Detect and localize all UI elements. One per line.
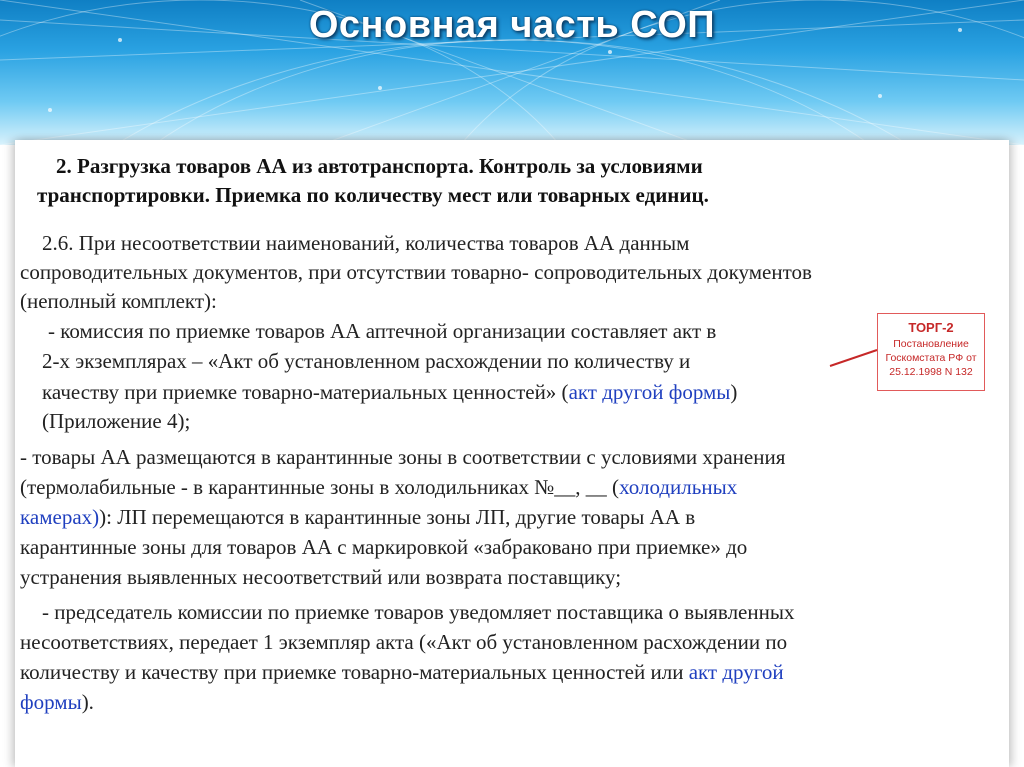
- body-line-3: (неполный комплект):: [20, 289, 217, 313]
- body-line-16-end: ).: [81, 690, 94, 714]
- body-line-2: сопроводительных документов, при отсутствии товарно- сопроводительных документов: [20, 260, 812, 284]
- slide-title: Основная часть СОП: [308, 4, 716, 46]
- torg2-decree-line1: Постановление: [893, 338, 969, 350]
- title-banner: [0, 0, 1024, 145]
- act-other-form-link[interactable]: акт другой формы: [568, 380, 731, 404]
- body-line-14: несоответствиях, передает 1 экземпляр акта («Акт об установленном расхождении по: [20, 630, 788, 654]
- body-line-11: карантинные зоны для товаров АА с маркировкой «забраковано при приемке» до: [20, 535, 748, 559]
- torg2-title: ТОРГ-2: [908, 320, 954, 335]
- body-line-13: - председатель комиссии по приемке товаров уведомляет поставщика о выявленных: [42, 600, 795, 624]
- section-heading: [37, 152, 977, 210]
- body-line-9-text: (термолабильные - в карантинные зоны в холодильниках №__, __ (: [20, 475, 620, 499]
- body-line-10: [20, 502, 695, 532]
- act-other-form-link-2-part1[interactable]: акт другой: [688, 660, 784, 684]
- body-line-5: 2-х экземплярах – «Акт об установленном расхождении по количеству и: [42, 349, 691, 373]
- body-line-6-end: ): [730, 380, 738, 404]
- torg2-decree-line3: 25.12.1998 N 132: [889, 366, 973, 378]
- torg2-decree-line2: Госкомстата РФ от: [885, 352, 977, 364]
- body-line-8: - товары АА размещаются в карантинные зоны в соответствии с условиями хранения: [20, 445, 786, 469]
- body-line-15-text: количеству и качеству при приемке товарно-материальных ценностей или: [20, 660, 689, 684]
- body-line-12: устранения выявленных несоответствий или возврата поставщику;: [20, 565, 622, 589]
- body-line-16: [20, 687, 94, 717]
- torg2-callout: [877, 313, 985, 391]
- body-line-6: [42, 377, 737, 407]
- body-line-7: (Приложение 4);: [42, 409, 191, 433]
- fridge-chambers-link-part1[interactable]: холодильных: [619, 475, 738, 499]
- heading-line-1: 2. Разгрузка товаров АА из автотранспорта. Контроль за условиями: [56, 154, 703, 178]
- body-line-6-text: качеству при приемке товарно-материальных ценностей» (: [42, 380, 569, 404]
- fridge-chambers-link-part2[interactable]: камерах): [20, 505, 100, 529]
- body-line-4: - комиссия по приемке товаров АА аптечной организации составляет акт в: [48, 319, 717, 343]
- body-line-15: [20, 657, 784, 687]
- content-panel: [15, 140, 1009, 767]
- body-line-10-text: ): ЛП перемещаются в карантинные зоны ЛП, другие товары АА в: [99, 505, 696, 529]
- heading-line-2: транспортировки. Приемка по количеству мест или товарных единиц.: [37, 183, 709, 207]
- body-line-1: 2.6. При несоответствии наименований, количества товаров АА данным: [42, 231, 690, 255]
- body-line-9: [20, 472, 737, 502]
- act-other-form-link-2-part2[interactable]: формы: [20, 690, 82, 714]
